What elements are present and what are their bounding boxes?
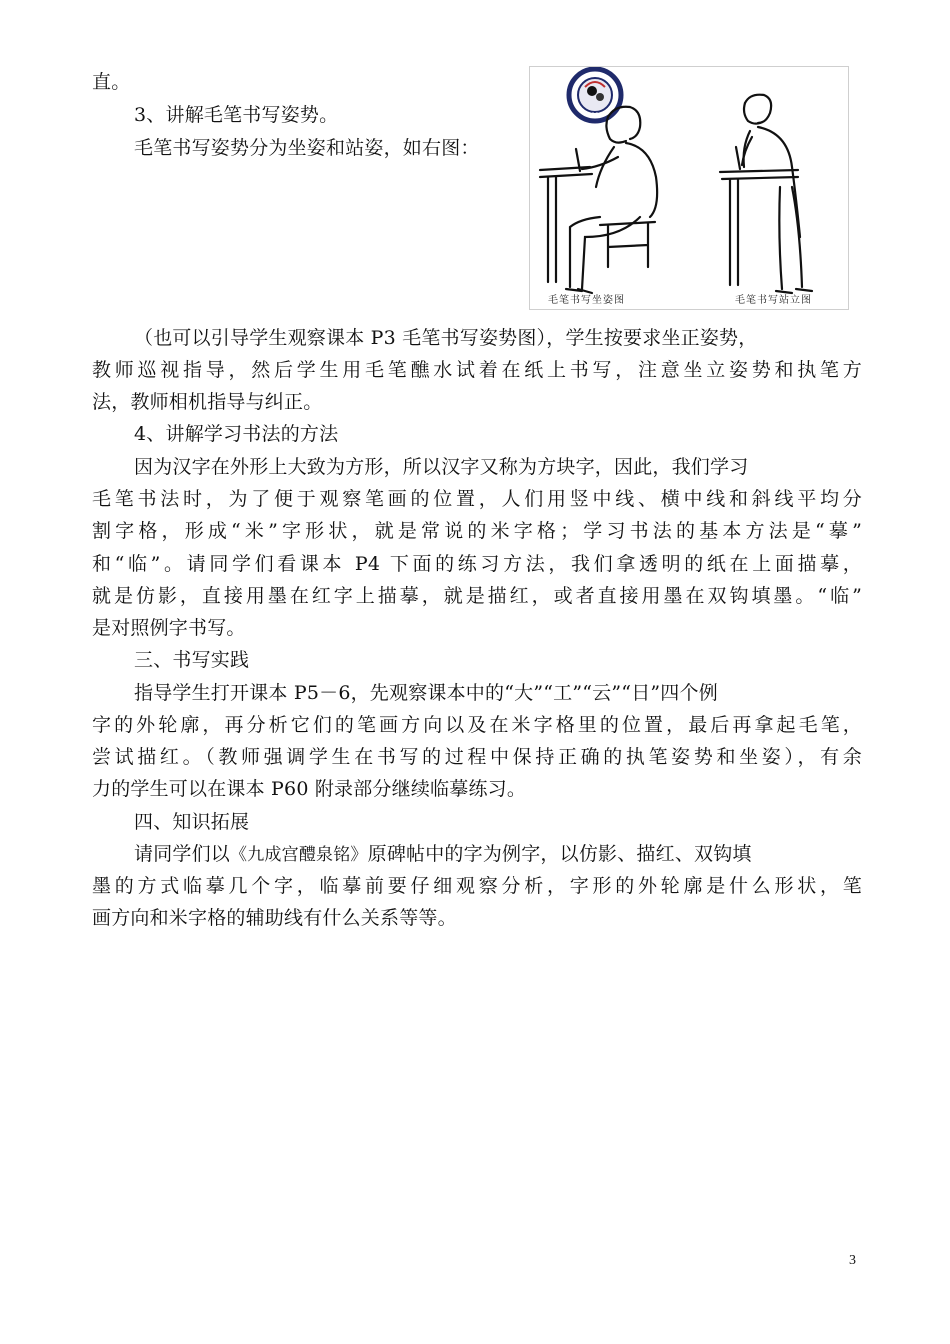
text-fragment: 请同学们以: [134, 843, 231, 865]
standing-figure: [720, 95, 812, 293]
heading-extension: 四、知识拓展: [134, 811, 250, 833]
text-line: 指导学生打开课本 P5－6，先观察课本中的“大”“工”“云”“日”四个例: [134, 682, 718, 704]
heading-method: 4、讲解学习书法的方法: [134, 423, 339, 445]
text-fragment: 原碑帖中的字为例字，以仿影、描红、双钩填: [367, 843, 752, 865]
text-line: 是对照例字书写。: [92, 617, 246, 639]
text-line: 就是仿影，直接用墨在红字上描摹，就是描红，或者直接用墨在双钩填墨。“临”: [92, 585, 862, 607]
text-line: 教师巡视指导，然后学生用毛笔醮水试着在纸上书写，注意坐立姿势和执笔方: [92, 359, 862, 381]
posture-drawing: [530, 67, 848, 309]
page-number: 3: [849, 1253, 856, 1268]
text-line: 画方向和米字格的辅助线有什么关系等等。: [92, 907, 457, 929]
text-line: 尝试描红。（教师强调学生在书写的过程中保持正确的执笔姿势和坐姿），有余: [92, 746, 862, 768]
sitting-figure: [540, 107, 657, 293]
text-line: 墨的方式临摹几个字，临摹前要仔细观察分析，字形的外轮廓是什么形状，笔: [92, 875, 862, 897]
caption-standing: 毛笔书写站立图: [735, 295, 812, 306]
text-line: 直。: [92, 71, 131, 93]
text-line: 割字格，形成“米”字形状，就是常说的米字格；学习书法的基本方法是“摹”: [92, 520, 862, 542]
book-title: 《九成宫醴泉铭》: [230, 845, 368, 865]
text-line: 和“临”。请同学们看课本 P4 下面的练习方法，我们拿透明的纸在上面描摹，: [92, 553, 862, 575]
text-line: 因为汉字在外形上大致为方形，所以汉字又称为方块字，因此，我们学习: [134, 456, 749, 478]
heading-practice: 三、书写实践: [134, 649, 250, 671]
caption-sitting: 毛笔书写坐姿图: [548, 295, 625, 306]
heading-posture: 3、讲解毛笔书写姿势。: [134, 104, 339, 126]
posture-illustration: [529, 66, 849, 310]
text-line: 毛笔书写姿势分为坐姿和站姿，如右图：: [134, 137, 480, 159]
text-line: 力的学生可以在课本 P60 附录部分继续临摹练习。: [92, 778, 527, 800]
seal-year: 1983: [587, 112, 603, 119]
text-line: 法，教师相机指导与纠正。: [92, 391, 323, 413]
text-line: [134, 838, 752, 871]
text-line: （也可以引导学生观察课本 P3 毛笔书写姿势图），学生按要求坐正姿势，: [134, 327, 758, 349]
text-line: 字的外轮廓，再分析它们的笔画方向以及在米字格里的位置，最后再拿起毛笔，: [92, 714, 862, 736]
text-line: 毛笔书法时，为了便于观察笔画的位置，人们用竖中线、横中线和斜线平均分: [92, 488, 862, 510]
